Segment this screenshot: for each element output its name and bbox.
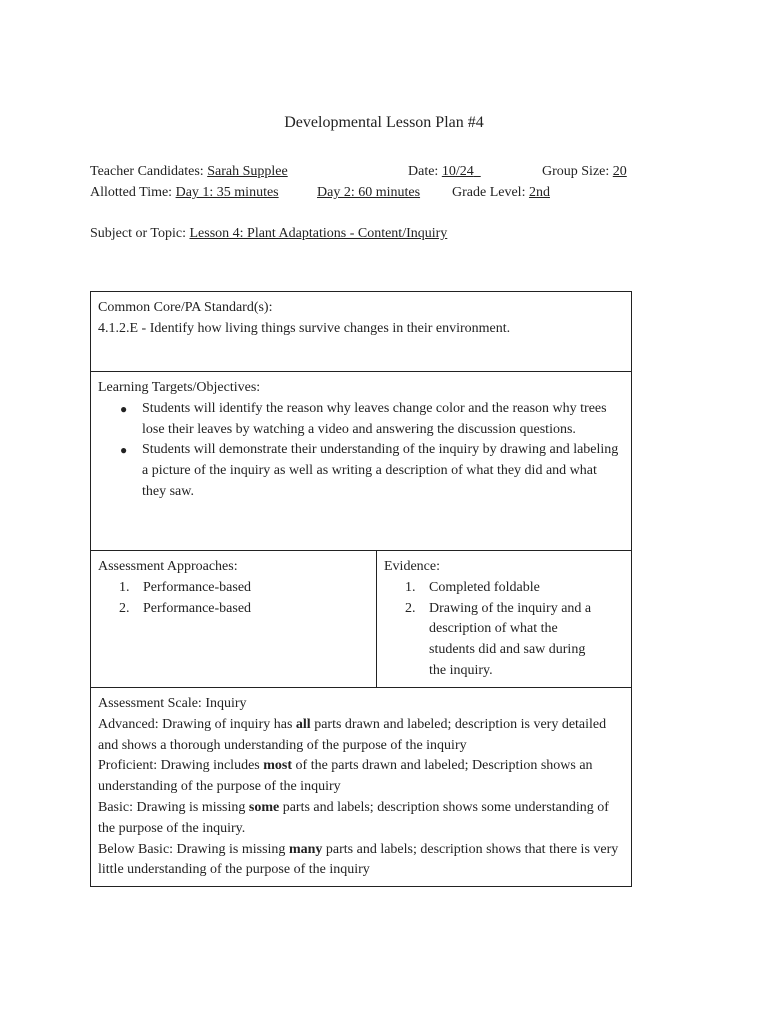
targets-cell	[91, 372, 631, 551]
standards-text: 4.1.2.E - Identify how living things survive changes in their environment.	[98, 320, 511, 336]
evidence-heading: Evidence:	[384, 559, 440, 574]
assessment-row	[91, 551, 631, 688]
assessment-list	[98, 578, 369, 620]
teacher-label: Teacher Candidates:	[90, 164, 204, 179]
assessment-item: 2. Performance-based	[119, 600, 252, 616]
allotted-time-line	[90, 185, 279, 201]
scale-basic: Basic: Drawing is missing some parts and labels; description shows some understanding of the purpose of the inquiry.	[98, 799, 609, 836]
teacher-value: Sarah Supplee	[207, 164, 288, 179]
standards-heading: Common Core/PA Standard(s):	[98, 300, 273, 315]
page-title: Developmental Lesson Plan #4	[284, 114, 484, 131]
scale-proficient: Proficient: Drawing includes most of the parts drawn and labeled; Description shows an understanding of the purpose of the inquiry	[98, 758, 593, 795]
evidence-cell	[377, 551, 631, 687]
target-item: ● Students will demonstrate their understanding of the inquiry by drawing and labeling a picture of the inquiry as well as writing a description of what they did and what they saw.	[142, 440, 624, 502]
targets-list	[98, 399, 624, 503]
assessment-cell	[91, 551, 377, 687]
group-size-line	[542, 164, 627, 180]
group-size-value: 20	[612, 164, 627, 179]
assessment-heading: Assessment Approaches:	[98, 559, 238, 574]
date-value: 10/24	[441, 164, 474, 179]
evidence-item: 1. Completed foldable	[405, 579, 540, 595]
allotted-time-label: Allotted Time:	[90, 185, 173, 200]
subject-label: Subject or Topic:	[90, 226, 186, 241]
group-size-label: Group Size:	[542, 164, 610, 179]
subject-line	[90, 226, 447, 242]
targets-heading: Learning Targets/Objectives:	[98, 380, 261, 395]
assessment-item: 1. Performance-based	[119, 579, 252, 595]
scale-below-basic: Below Basic: Drawing is missing many parts and labels; description shows that there is very little understanding of the purpose of the inquiry	[98, 841, 619, 878]
target-item: ● Students will identify the reason why leaves change color and the reason why trees lose their leaves by watching a video and answering the discussion questions.	[142, 399, 624, 441]
scale-advanced: Advanced: Drawing of inquiry has all parts drawn and labeled; description is very detailed and shows a thorough understanding of the purpose of the inquiry	[98, 716, 607, 753]
assessment-scale-cell	[91, 688, 631, 886]
grade-level-value: 2nd	[528, 185, 550, 200]
subject-value: Lesson 4: Plant Adaptations - Content/Inquiry	[189, 226, 448, 241]
date-label: Date:	[408, 164, 439, 179]
date-line	[408, 164, 481, 180]
grade-level-line	[452, 185, 550, 201]
scale-heading: Assessment Scale: Inquiry	[98, 696, 247, 711]
day2-value: Day 2: 60 minutes	[317, 185, 421, 200]
day1-value: Day 1: 35 minutes	[175, 185, 279, 200]
lesson-plan-table	[90, 291, 632, 887]
evidence-list	[384, 578, 624, 682]
teacher-line	[90, 164, 288, 180]
grade-level-label: Grade Level:	[452, 185, 526, 200]
evidence-item: 2. Drawing of the inquiry and a description of what the students did and saw during the inquiry.	[405, 600, 592, 678]
standards-cell	[91, 292, 631, 372]
